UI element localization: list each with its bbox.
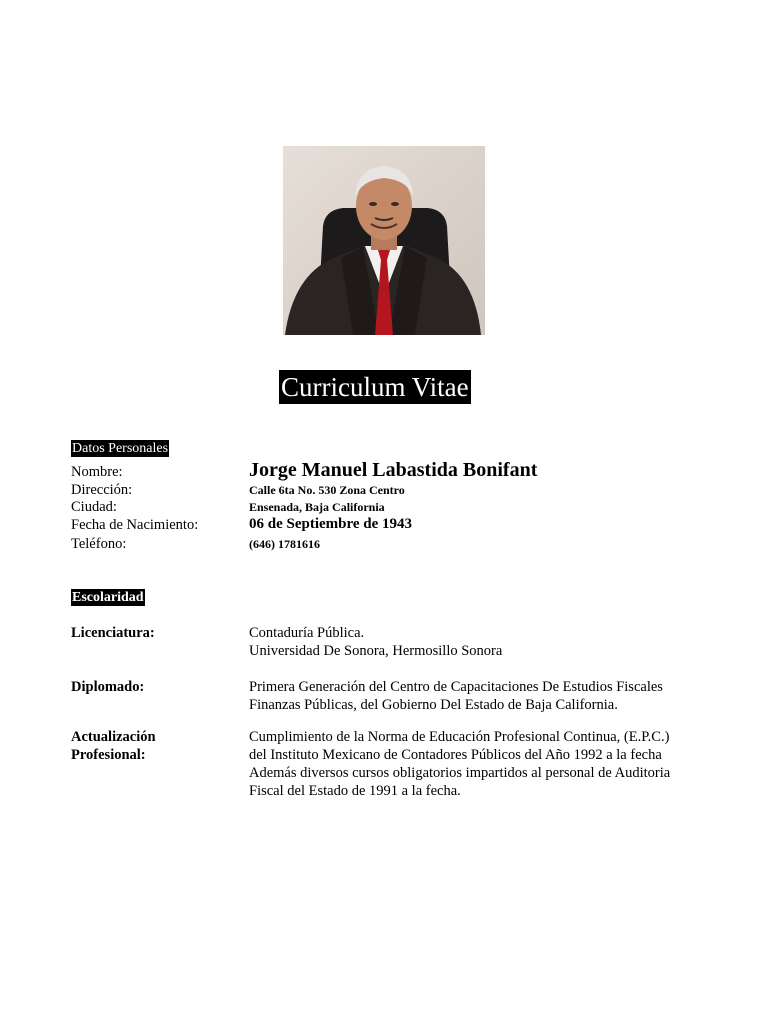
diploma-value [249, 678, 663, 714]
professional-update-value [249, 728, 670, 800]
education-heading: Escolaridad [72, 590, 144, 605]
profile-photo [283, 146, 485, 335]
professional-update-label [71, 728, 156, 764]
professional-update-line: Cumplimiento de la Norma de Educación Profesional Continua, (E.P.C.) [249, 729, 670, 745]
professional-update-line: Además diversos cursos obligatorios impartidos al personal de Auditoria [249, 765, 671, 781]
professional-update-line: Fiscal del Estado de 1991 a la fecha. [249, 783, 461, 799]
diploma-line: Primera Generación del Centro de Capacitaciones De Estudios Fiscales [249, 679, 663, 695]
degree-value [249, 624, 502, 660]
diploma-line: Finanzas Públicas, del Gobierno Del Estado de Baja California. [249, 697, 618, 713]
address-label: Dirección: [71, 482, 133, 498]
birth-date-label: Fecha de Nacimiento: [71, 517, 199, 533]
professional-update-label-line: Profesional: [71, 747, 146, 763]
degree-line: Contaduría Pública. [249, 625, 365, 641]
name-label: Nombre: [71, 464, 123, 480]
birth-date-value: 06 de Septiembre de 1943 [249, 516, 413, 532]
portrait-illustration [283, 146, 485, 335]
personal-data-heading: Datos Personales [72, 441, 169, 456]
professional-update-line: del Instituto Mexicano de Contadores Públicos del Año 1992 a la fecha [249, 747, 662, 763]
phone-value: (646) 1781616 [249, 537, 320, 551]
name-value: Jorge Manuel Labastida Bonifant [249, 459, 538, 481]
professional-update-label-line: Actualización [71, 729, 156, 745]
city-value: Ensenada, Baja California [249, 500, 385, 514]
page-title: Curriculum Vitae [281, 372, 469, 402]
diploma-label: Diplomado: [71, 679, 145, 695]
degree-label: Licenciatura: [71, 625, 155, 641]
city-label: Ciudad: [71, 499, 117, 515]
phone-label: Teléfono: [71, 536, 127, 552]
degree-line: Universidad De Sonora, Hermosillo Sonora [249, 643, 503, 659]
address-value: Calle 6ta No. 530 Zona Centro [249, 483, 405, 497]
